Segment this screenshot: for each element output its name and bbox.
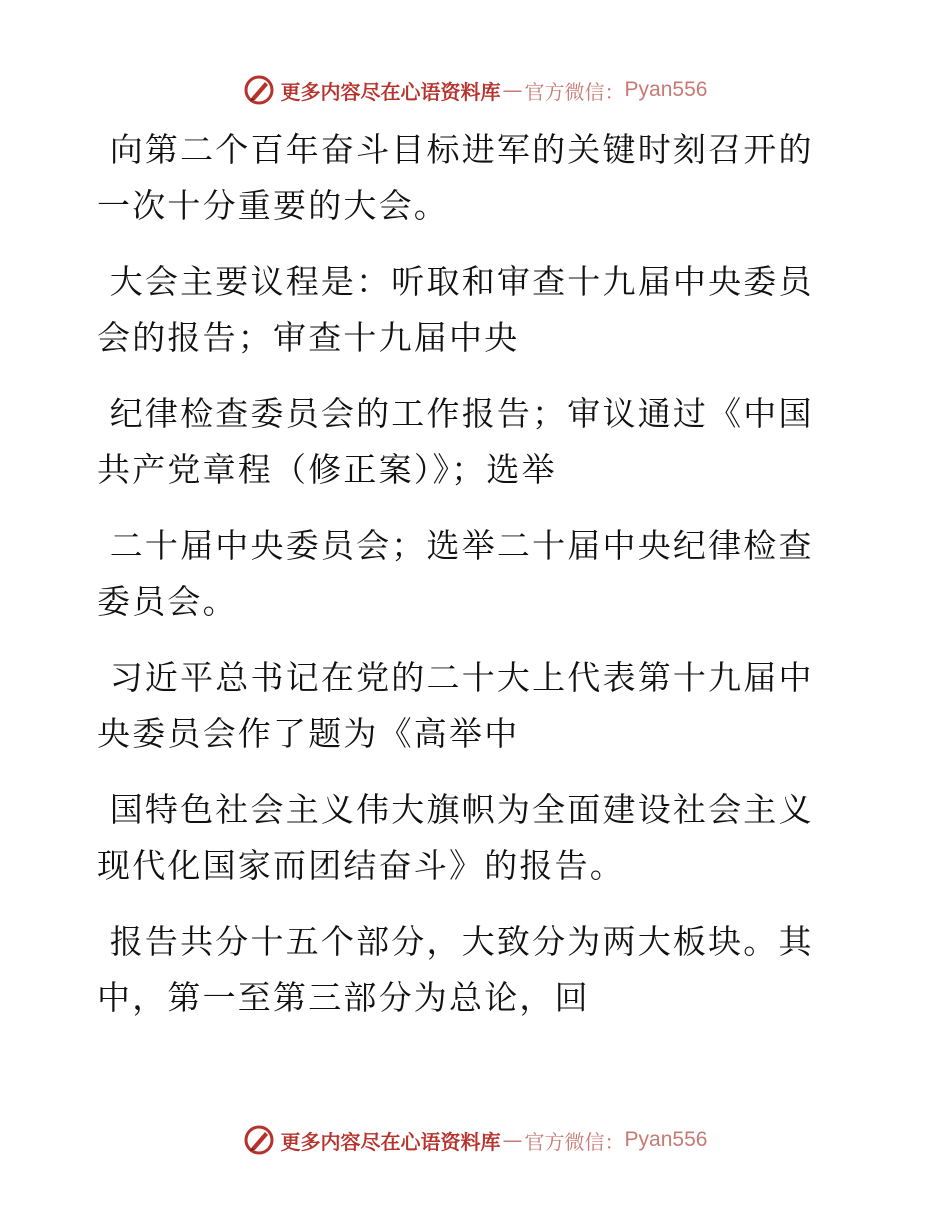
banner-dash: —	[502, 78, 523, 102]
paragraph: 纪律检查委员会的工作报告；审议通过《中国共产党章程（修正案）》；选举	[97, 394, 814, 489]
pen-logo-icon	[243, 74, 275, 106]
paragraph: 习近平总书记在党的二十大上代表第十九届中央委员会作了题为《高举中	[97, 658, 814, 753]
footer-banner	[0, 1120, 950, 1160]
paragraph: 国特色社会主义伟大旗帜为全面建设社会主义现代化国家而团结奋斗》的报告。	[97, 790, 814, 885]
banner-wechat-id: Pyan556	[624, 1128, 708, 1151]
paragraph: 二十届中央委员会；选举二十届中央纪律检查委员会。	[97, 526, 814, 621]
paragraph: 向第二个百年奋斗目标进军的关键时刻召开的一次十分重要的大会。	[97, 130, 814, 225]
banner-wechat-id: Pyan556	[624, 78, 708, 101]
banner-official-label: 官方微信：	[524, 1129, 625, 1154]
banner-brand-text: 更多内容尽在心语资料库	[280, 1129, 501, 1154]
banner-dash: —	[502, 1128, 523, 1152]
pen-logo-icon	[243, 1124, 275, 1156]
banner-official-label: 官方微信：	[524, 79, 625, 104]
document-body	[97, 122, 837, 1046]
paragraph: 大会主要议程是：听取和审查十九届中央委员会的报告；审查十九届中央	[97, 262, 814, 357]
paragraph: 报告共分十五个部分，大致分为两大板块。其中，第一至第三部分为总论，回	[97, 922, 814, 1017]
header-banner	[0, 70, 950, 110]
banner-brand-text: 更多内容尽在心语资料库	[280, 79, 501, 104]
